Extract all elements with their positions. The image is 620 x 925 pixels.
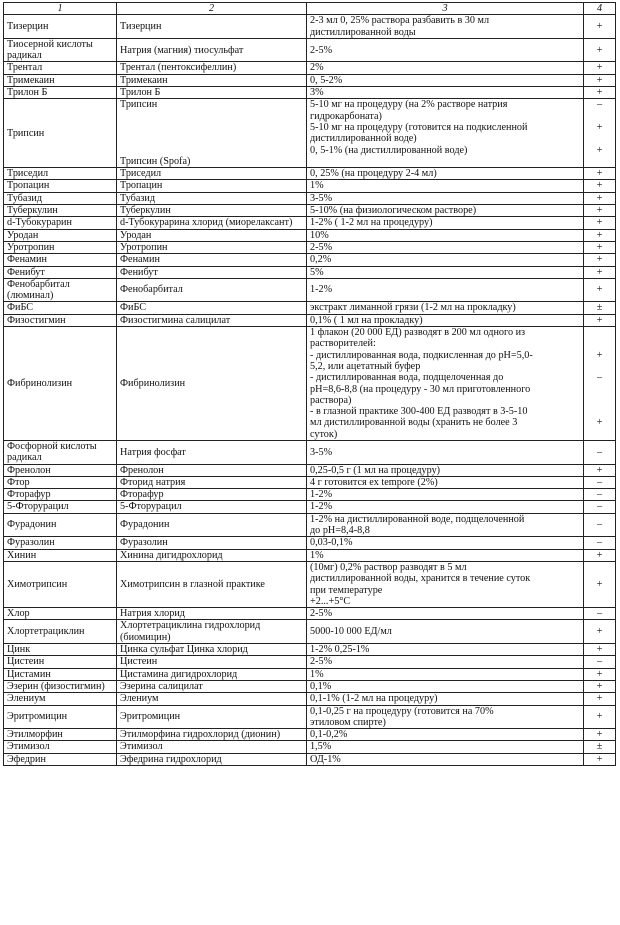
cell-preparation: Френолон xyxy=(117,464,307,476)
cell-concentration: 2-5% xyxy=(307,656,584,668)
cell-preparation: ФиБС xyxy=(117,302,307,314)
table-row xyxy=(4,620,616,644)
cell-polarity: + xyxy=(584,62,616,74)
cell-polarity: + xyxy=(584,729,616,741)
cell-preparation: Цистеин xyxy=(117,656,307,668)
cell-preparation: 5-Фторурацил xyxy=(117,501,307,513)
cell-polarity: + xyxy=(584,180,616,192)
cell-preparation: Химотрипсин в глазной практике xyxy=(117,561,307,607)
cell-substance: Трилон Б xyxy=(4,87,117,99)
cell-concentration: 0,1% xyxy=(307,680,584,692)
cell-substance: Тиосерной кислоты радикал xyxy=(4,38,117,62)
table-row xyxy=(4,680,616,692)
cell-concentration: 5000-10 000 ЕД/мл xyxy=(307,620,584,644)
cell-concentration: 1% xyxy=(307,668,584,680)
cell-preparation: Фторафур xyxy=(117,489,307,501)
cell-preparation: Трентал (пентоксифеллин) xyxy=(117,62,307,74)
cell-preparation: Хлортетрациклина гидрохлорид (биомицин) xyxy=(117,620,307,644)
cell-line: - дистиллированная вода, подкисленная до рН=5,0- xyxy=(310,349,533,361)
cell-concentration: 0,2% xyxy=(307,254,584,266)
table-row xyxy=(4,99,616,168)
cell-polarity: + xyxy=(584,168,616,180)
cell-preparation: Тизерцин xyxy=(117,15,307,39)
cell-preparation: Фенамин xyxy=(117,254,307,266)
table-row xyxy=(4,192,616,204)
cell-substance: Фторафур xyxy=(4,489,117,501)
cell-substance: Хлортетрациклин xyxy=(4,620,117,644)
cell-polarity: + xyxy=(584,464,616,476)
table-row xyxy=(4,229,616,241)
cell-concentration: 1-2% xyxy=(307,278,584,302)
cell-preparation: Трилон Б xyxy=(117,87,307,99)
cell-substance: Триседил xyxy=(4,168,117,180)
cell-substance: Эзерин (физостигмин) xyxy=(4,680,117,692)
cell-line: суток) xyxy=(310,428,338,440)
cell-preparation: Фурадонин xyxy=(117,513,307,537)
cell-substance: Фосфорной кислоты радикал xyxy=(4,440,117,464)
table-row xyxy=(4,62,616,74)
polarity-mark: + xyxy=(596,349,603,361)
cell-preparation: Уродан xyxy=(117,229,307,241)
cell-concentration: 1-2% xyxy=(307,501,584,513)
cell-preparation: Фенибут xyxy=(117,266,307,278)
cell-line: гидрокарбоната) xyxy=(310,110,382,122)
cell-concentration xyxy=(307,705,584,729)
cell-line: раствора) xyxy=(310,394,352,406)
cell-concentration xyxy=(307,327,584,441)
cell-polarity: – xyxy=(584,476,616,488)
cell-polarity: – xyxy=(584,489,616,501)
cell-preparation: Физостигмина салицилат xyxy=(117,314,307,326)
cell-concentration: 2% xyxy=(307,62,584,74)
cell-polarity xyxy=(584,327,616,441)
cell-substance: Тизерцин xyxy=(4,15,117,39)
cell-polarity: + xyxy=(584,241,616,253)
cell-polarity: + xyxy=(584,314,616,326)
cell-line: 0, 5-1% (на дистиллированной воде) xyxy=(310,144,468,156)
cell-substance: Уродан xyxy=(4,229,117,241)
cell-substance: Тубазид xyxy=(4,192,117,204)
cell-polarity: – xyxy=(584,537,616,549)
cell-polarity: – xyxy=(584,608,616,620)
cell-line: 5,2, или ацетатный буфер xyxy=(310,360,421,372)
cell-preparation: Фибринолизин xyxy=(117,327,307,441)
cell-substance: Цистеин xyxy=(4,656,117,668)
cell-line: дистиллированной воды xyxy=(310,26,416,38)
cell-concentration: 4 г готовится ex tempore (2%) xyxy=(307,476,584,488)
cell-polarity: + xyxy=(584,668,616,680)
cell-concentration: экстракт лиманной грязи (1-2 мл на прокладку) xyxy=(307,302,584,314)
table-row xyxy=(4,15,616,39)
header-col-1: 1 xyxy=(4,3,117,15)
cell-concentration: 1% xyxy=(307,549,584,561)
cell-substance: Туберкулин xyxy=(4,205,117,217)
cell-concentration: 0,1% ( 1 мл на прокладку) xyxy=(307,314,584,326)
table-row xyxy=(4,440,616,464)
cell-concentration: 0,1-1% (1-2 мл на процедуру) xyxy=(307,693,584,705)
cell-line: мл дистиллированной воды (хранить не более 3 xyxy=(310,417,518,429)
cell-line: (10мг) 0,2% раствор разводят в 5 мл xyxy=(310,561,467,573)
cell-line: этиловом спирте) xyxy=(310,716,386,728)
table-body xyxy=(4,3,616,766)
cell-preparation: Тубазид xyxy=(117,192,307,204)
cell-substance: Фтор xyxy=(4,476,117,488)
cell-polarity: ± xyxy=(584,741,616,753)
cell-polarity: + xyxy=(584,87,616,99)
cell-preparation: d-Тубокурарина хлорид (миорелаксант) xyxy=(117,217,307,229)
cell-concentration xyxy=(307,561,584,607)
header-col-3: 3 xyxy=(307,3,584,15)
cell-line: дистиллированной воды, хранится в течение суток xyxy=(310,573,531,585)
table-row xyxy=(4,513,616,537)
table-row xyxy=(4,464,616,476)
table-row xyxy=(4,74,616,86)
cell-polarity: + xyxy=(584,620,616,644)
cell-substance: Тримекаин xyxy=(4,74,117,86)
cell-concentration: 2-5% xyxy=(307,608,584,620)
cell-concentration: 5-10% (на физиологическом растворе) xyxy=(307,205,584,217)
table-row xyxy=(4,180,616,192)
table-row xyxy=(4,205,616,217)
table-header-row xyxy=(4,3,616,15)
cell-polarity: + xyxy=(584,229,616,241)
cell-line: 0,1-0,25 г на процедуру (готовится на 70% xyxy=(310,705,494,717)
cell-line: рН=8,6-8,8 (на процедуру - 30 мл приготовленного xyxy=(310,383,531,395)
cell-line: +2...+5°С xyxy=(310,595,351,607)
table-row xyxy=(4,693,616,705)
cell-concentration: ОД-1% xyxy=(307,753,584,765)
cell-line: при температуре xyxy=(310,584,383,596)
cell-concentration: 5% xyxy=(307,266,584,278)
cell-line: дистиллированной воде) xyxy=(310,133,417,145)
cell-concentration: 2-5% xyxy=(307,38,584,62)
cell-substance: Хлор xyxy=(4,608,117,620)
cell-polarity: – xyxy=(584,513,616,537)
cell-polarity: + xyxy=(584,644,616,656)
cell-polarity: + xyxy=(584,217,616,229)
cell-line: до рН=8,4-8,8 xyxy=(310,525,370,537)
table-row xyxy=(4,38,616,62)
cell-polarity: + xyxy=(584,74,616,86)
cell-preparation: Уротропин xyxy=(117,241,307,253)
cell-substance: Химотрипсин xyxy=(4,561,117,607)
table-row xyxy=(4,549,616,561)
cell-preparation: Натрия фосфат xyxy=(117,440,307,464)
solutions-table xyxy=(3,2,616,766)
cell-substance: Этилморфин xyxy=(4,729,117,741)
header-col-4: 4 xyxy=(584,3,616,15)
table-row xyxy=(4,489,616,501)
cell-concentration: 3% xyxy=(307,87,584,99)
cell-polarity: + xyxy=(584,15,616,39)
cell-concentration xyxy=(307,99,584,168)
cell-substance: Трипсин xyxy=(4,99,117,168)
cell-substance: Элениум xyxy=(4,693,117,705)
table-row xyxy=(4,217,616,229)
table-row xyxy=(4,501,616,513)
table-row xyxy=(4,705,616,729)
cell-polarity xyxy=(584,99,616,168)
cell-line: растворителей: xyxy=(310,338,376,350)
cell-preparation: Хинина дигидрохлорид xyxy=(117,549,307,561)
cell-preparation: Тропацин xyxy=(117,180,307,192)
table-row xyxy=(4,87,616,99)
table-row xyxy=(4,314,616,326)
cell-polarity: – xyxy=(584,656,616,668)
cell-preparation: Цинка сульфат Цинка хлорид xyxy=(117,644,307,656)
cell-preparation: Туберкулин xyxy=(117,205,307,217)
cell-line: - дистиллированная вода, подщелоченная до xyxy=(310,372,504,384)
cell-preparation: Фенобарбитал xyxy=(117,278,307,302)
cell-line: 5-10 мг на процедуру (готовится на подкисленной xyxy=(310,121,528,133)
table-row xyxy=(4,476,616,488)
cell-concentration: 1-2% xyxy=(307,489,584,501)
cell-line: 1 флакон (20 000 ЕД) разводят в 200 мл одного из xyxy=(310,327,526,339)
cell-line: 1-2% на дистиллированной воде, подщелоченной xyxy=(310,513,525,525)
polarity-mark: + xyxy=(596,417,603,429)
table-row xyxy=(4,668,616,680)
cell-substance: Фибринолизин xyxy=(4,327,117,441)
cell-substance: Трентал xyxy=(4,62,117,74)
cell-substance: Эритромицин xyxy=(4,705,117,729)
cell-concentration: 3-5% xyxy=(307,440,584,464)
cell-preparation: Этилморфина гидрохлорид (дионин) xyxy=(117,729,307,741)
cell-preparation: Натрия хлорид xyxy=(117,608,307,620)
cell-line: - в глазной практике 300-400 ЕД разводят в 3-5-10 xyxy=(310,406,528,418)
table-row xyxy=(4,302,616,314)
cell-concentration xyxy=(307,513,584,537)
cell-substance: ФиБС xyxy=(4,302,117,314)
cell-substance: Фенамин xyxy=(4,254,117,266)
cell-polarity: – xyxy=(584,440,616,464)
polarity-mark: – xyxy=(596,99,603,111)
cell-substance: Хинин xyxy=(4,549,117,561)
cell-polarity: – xyxy=(584,501,616,513)
cell-preparation: Эритромицин xyxy=(117,705,307,729)
cell-substance: d-Тубокурарин xyxy=(4,217,117,229)
cell-substance: Френолон xyxy=(4,464,117,476)
cell-concentration: 1-2% ( 1-2 мл на процедуру) xyxy=(307,217,584,229)
cell-concentration: 0,1-0,2% xyxy=(307,729,584,741)
table-row xyxy=(4,241,616,253)
cell-substance: Эфедрин xyxy=(4,753,117,765)
cell-polarity: + xyxy=(584,561,616,607)
table-row xyxy=(4,254,616,266)
cell-substance: Фенобарбитал (люминал) xyxy=(4,278,117,302)
cell-preparation: Тримекаин xyxy=(117,74,307,86)
cell-concentration xyxy=(307,15,584,39)
cell-preparation: Триседил xyxy=(117,168,307,180)
cell-polarity: + xyxy=(584,753,616,765)
preparation-line: Трипсин xyxy=(120,99,158,111)
document-page xyxy=(3,2,615,766)
cell-preparation xyxy=(117,99,307,168)
polarity-mark: – xyxy=(596,372,603,384)
cell-polarity: + xyxy=(584,705,616,729)
cell-preparation: Фторид натрия xyxy=(117,476,307,488)
cell-polarity: ± xyxy=(584,302,616,314)
cell-polarity: + xyxy=(584,680,616,692)
table-row xyxy=(4,656,616,668)
cell-substance: Фенибут xyxy=(4,266,117,278)
header-col-2: 2 xyxy=(117,3,307,15)
table-row xyxy=(4,327,616,441)
cell-polarity: + xyxy=(584,205,616,217)
cell-concentration: 1,5% xyxy=(307,741,584,753)
table-row xyxy=(4,644,616,656)
cell-substance: Цистамин xyxy=(4,668,117,680)
cell-polarity: + xyxy=(584,192,616,204)
cell-substance: Физостигмин xyxy=(4,314,117,326)
cell-substance: Тропацин xyxy=(4,180,117,192)
cell-line: 5-10 мг на процедуру (на 2% растворе натрия xyxy=(310,99,508,111)
cell-concentration: 2-5% xyxy=(307,241,584,253)
cell-substance: Фуразолин xyxy=(4,537,117,549)
cell-preparation: Этимизол xyxy=(117,741,307,753)
cell-concentration: 0, 25% (на процедуру 2-4 мл) xyxy=(307,168,584,180)
cell-preparation: Фуразолин xyxy=(117,537,307,549)
cell-concentration: 10% xyxy=(307,229,584,241)
table-row xyxy=(4,741,616,753)
cell-polarity: + xyxy=(584,278,616,302)
cell-polarity: + xyxy=(584,266,616,278)
cell-polarity: + xyxy=(584,549,616,561)
cell-polarity: + xyxy=(584,38,616,62)
cell-preparation: Эзерина салицилат xyxy=(117,680,307,692)
cell-preparation: Эфедрина гидрохлорид xyxy=(117,753,307,765)
table-row xyxy=(4,266,616,278)
table-row xyxy=(4,168,616,180)
table-row xyxy=(4,278,616,302)
table-row xyxy=(4,561,616,607)
cell-preparation: Элениум xyxy=(117,693,307,705)
table-row xyxy=(4,753,616,765)
cell-polarity: + xyxy=(584,254,616,266)
cell-concentration: 0, 5-2% xyxy=(307,74,584,86)
cell-concentration: 1% xyxy=(307,180,584,192)
cell-concentration: 1-2% 0,25-1% xyxy=(307,644,584,656)
table-row xyxy=(4,608,616,620)
cell-preparation: Цистамина дигидрохлорид xyxy=(117,668,307,680)
cell-spacer xyxy=(120,111,303,156)
cell-substance: 5-Фторурацил xyxy=(4,501,117,513)
cell-substance: Цинк xyxy=(4,644,117,656)
preparation-line: Трипсин (Spofa) xyxy=(120,155,191,167)
cell-preparation: Натрия (магния) тиосульфат xyxy=(117,38,307,62)
cell-line: 2-3 мл 0, 25% раствора разбавить в 30 мл xyxy=(310,15,490,27)
cell-substance: Этимизол xyxy=(4,741,117,753)
cell-polarity: + xyxy=(584,693,616,705)
polarity-mark: + xyxy=(596,121,603,133)
table-row xyxy=(4,729,616,741)
cell-concentration: 0,25-0,5 г (1 мл на процедуру) xyxy=(307,464,584,476)
cell-concentration: 0,03-0,1% xyxy=(307,537,584,549)
cell-substance: Фурадонин xyxy=(4,513,117,537)
table-row xyxy=(4,537,616,549)
polarity-mark: + xyxy=(596,144,603,156)
cell-concentration: 3-5% xyxy=(307,192,584,204)
cell-substance: Уротропин xyxy=(4,241,117,253)
